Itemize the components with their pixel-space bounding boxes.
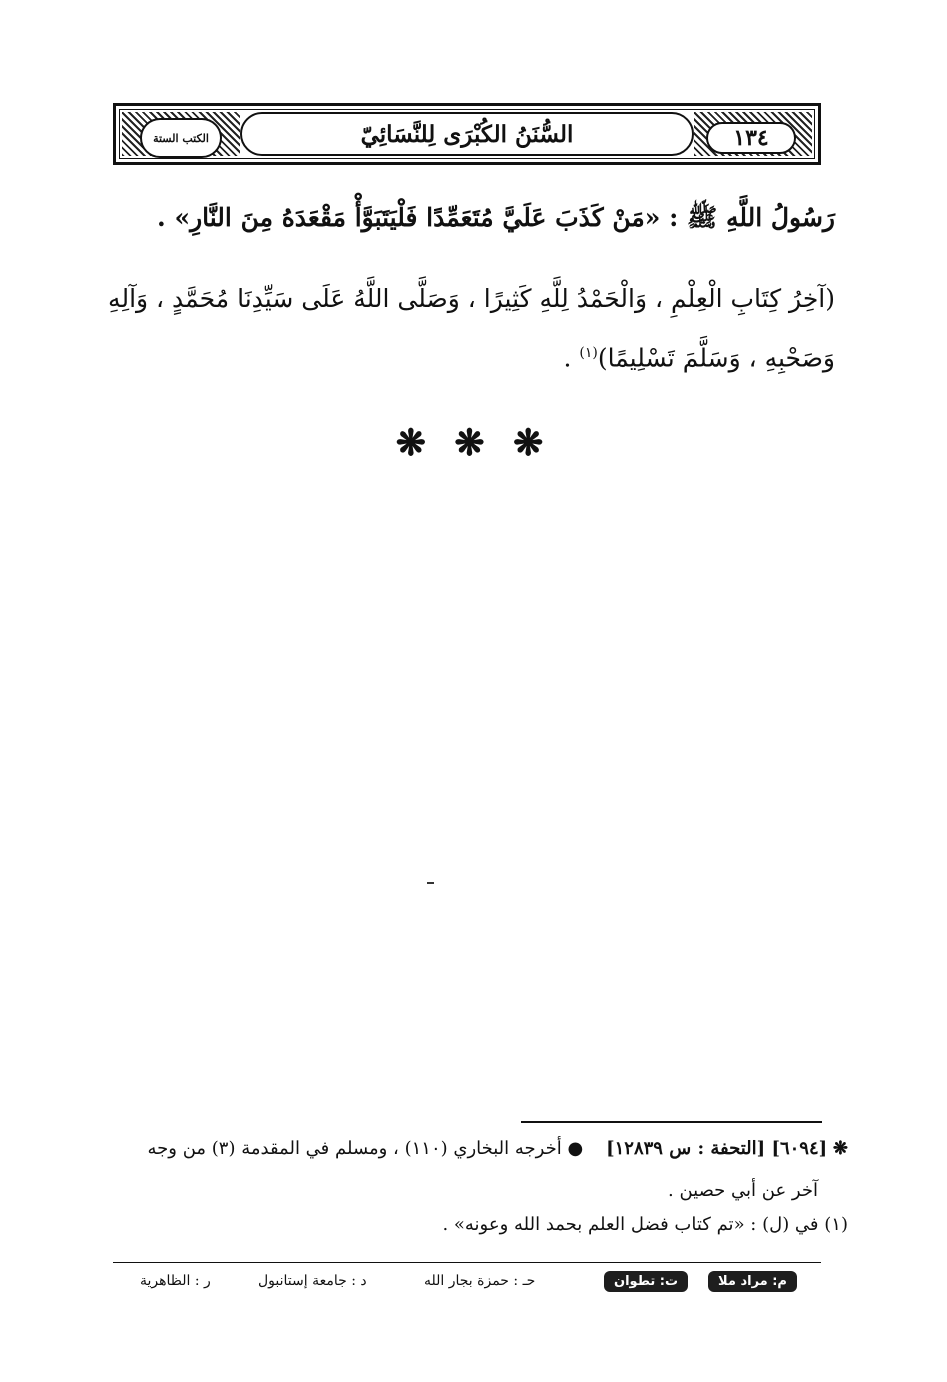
- closing-line-2: [100, 326, 835, 385]
- hadith-line: رَسُولُ اللَّهِ ﷺ : «مَنْ كَذَبَ عَلَيَّ مُتَعَمِّدًا فَلْيَتَبَوَّأْ مَقْعَدَهُ مِنَ النَّارِ» .: [157, 203, 835, 232]
- book-title: السُّنَنُ الكُبْرَى لِلنَّسَائِيّ: [360, 120, 574, 148]
- siglum-h: [424, 1266, 535, 1296]
- siglum-t: [604, 1266, 688, 1296]
- header-frame: [119, 109, 815, 159]
- siglum-r-text: ر : الظاهرية: [140, 1273, 211, 1289]
- siglum-d-text: د : جامعة إستانبول: [258, 1273, 367, 1289]
- page-header: [113, 103, 821, 165]
- seal-text: الكتب الستة: [153, 131, 209, 145]
- page-number-plate: [706, 122, 796, 154]
- siglum-m-chip: م: مراد ملا: [708, 1271, 797, 1292]
- footnote-hadith-ref: [100, 1138, 848, 1159]
- closing-paragraph: [100, 272, 835, 385]
- footnote-takhrij: أخرجه البخاري (١١٠) ، ومسلم في المقدمة (٣) من وجه: [147, 1138, 562, 1159]
- siglum-t-chip: ت: تطوان: [604, 1271, 688, 1292]
- closing-line-1: (آخِرُ كِتَابِ الْعِلْمِ ، وَالْحَمْدُ لِلَّهِ كَثِيرًا ، وَصَلَّى اللَّهُ عَلَى سَيِّدِنَا مُحَمَّدٍ ، وَآلِهِ: [108, 284, 835, 313]
- page-number: ١٣٤: [733, 125, 769, 151]
- footnote-continuation: آخر عن أبي حصين .: [668, 1180, 818, 1201]
- section-separator: ❋ ❋ ❋: [395, 422, 552, 464]
- footnote-ref: (١): [579, 345, 598, 361]
- stray-mark: [427, 882, 434, 884]
- bottom-rule: [113, 1262, 821, 1263]
- footnote-1: (١) في (ل) : «تم كتاب فضل العلم بحمد الله وعونه» .: [442, 1214, 848, 1235]
- footnote-marker: ❋: [832, 1138, 848, 1159]
- siglum-d: [258, 1266, 367, 1296]
- closing-line-2-text: وَصَحْبِهِ ، وَسَلَّمَ تَسْلِيمًا): [597, 343, 835, 373]
- siglum-r: [140, 1266, 211, 1296]
- publisher-seal: [140, 118, 222, 158]
- closing-line-2-end: .: [563, 343, 580, 373]
- footnote-bullet: ●: [567, 1138, 584, 1159]
- siglum-h-text: حـ : حمزة بجار الله: [424, 1273, 536, 1289]
- footnote-tuhfa-ref: [٦٠٩٤] [التحفة : س ١٢٨٣٩]: [606, 1138, 828, 1159]
- title-plate: [240, 112, 694, 156]
- footnote-rule: [521, 1121, 822, 1123]
- siglum-m: [708, 1266, 797, 1296]
